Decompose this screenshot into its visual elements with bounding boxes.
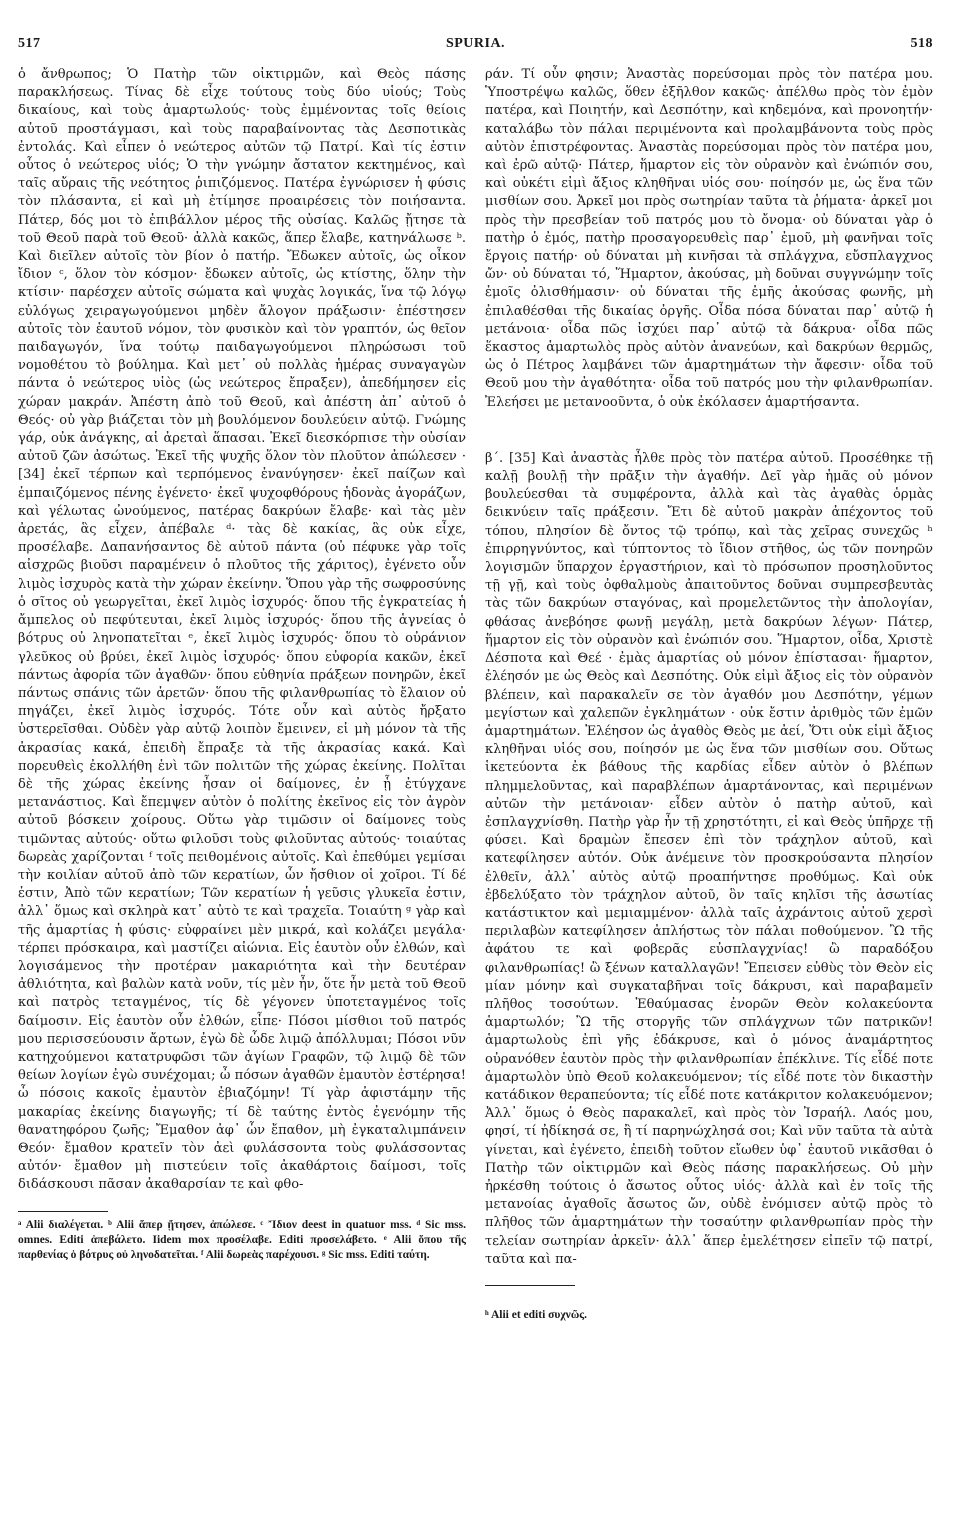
right-column [485,66,933,1323]
running-title: SPURIA. [445,36,506,51]
left-footnotes: ᵃ Alii διαλέγεται. ᵇ Alii ἅπερ ᾔτησεν, ἀπώλεσε. ᶜ Ἴδιον deest in quatuor mss. ᵈ Sic mss. omnes. Editi ἀπεβάλετο. Iidem mox προσέλαβε. Editi προσελάβετο. ᵉ Alii ὅπου τῆς παρθενίας ὁ βότρυς οὐ ληνοδατεῖται. ᶠ Alii δωρεὰς παρέχουσι. ᵍ Sic mss. Editi ταύτη. [18,1218,466,1261]
running-header [18,36,933,56]
left-column [18,66,466,1323]
footnote-divider [18,1211,108,1212]
left-column-text: ὁ ἄνθρωπος; Ὁ Πατὴρ τῶν οἰκτιρμῶν, καὶ Θεὸς πάσης παρακλήσεως. Τίνας δὲ εἶχε τούτους τοὺς δύο υἱούς; Τοὺς δικαίους, καὶ τοὺς ἁμαρτωλούς· τοὺς ἐμμένοντας τοῖς θείοις αὐτοῦ προστάγμασι, καὶ τοὺς παραβαίνοντας τὰς Δεσποτικὰς ἐντολάς. Καὶ εἶπεν ὁ νεώτερος αὐτῶν τῷ Πατρί. Καὶ τίς ἐστιν οὗτος ὁ νεώτερος υἱός; Ὁ τὴν γνώμην ἄστατον κεκτημένος, καὶ ταῖς αὔραις τῆς νεότητος ῥιπιζόμενος. Πατέρα ἐγνώρισεν ἡ φύσις τὸν πλάσαντα, εἰ καὶ μὴ ἐτίμησε προαιρέσεις τὸν ποιήσαντα. Πάτερ, δός μοι τὸ ἐπιβάλλον μέρος τῆς οὐσίας. Καλῶς ᾔτησε τὰ τοῦ Θεοῦ παρὰ τοῦ Θεοῦ· ἀλλὰ κακῶς, ἅπερ ἔλαβε, κατηνάλωσε ᵇ. Καὶ διεῖλεν αὐτοῖς τὸν βίον ὁ πατήρ. Ἔδωκεν αὐτοῖς, ὡς οἶκον ἴδιον ᶜ, ὅλον τὸν κόσμον· ἔδωκεν αὐτοῖς, ὡς κτίστης, ὅλην τὴν κτίσιν· παρέσχεν αὐτοῖς σώματα καὶ ψυχὰς λογικάς, ἵνα τῷ λόγῳ εὐλόγως χειραγωγούμενοι μηδὲν ἄλογον πράξωσιν· ἐπέστησεν αὐτοῖς τὸν ἑαυτοῦ νόμον, τὸν φυσικὸν καὶ τὸν γραπτόν, ὡς θεῖον παιδαγωγόν, ἵνα τούτῳ παιδαγωγούμενοι πληρώσωσι τοῦ νομοθέτου τὸ βούλημα. Καὶ μετ᾽ οὐ πολλὰς ἡμέρας συναγαγὼν πάντα ὁ νεώτερος υἱὸς (ὡς νεώτερος ἔπραξεν), ἀπεδήμησεν εἰς χώραν μακράν. Ἀπέστη ἀπὸ τοῦ Θεοῦ, καὶ ἀπέστη ἀπ᾽ αὐτοῦ ὁ Θεός· οὐ γὰρ βιάζεται τὸν μὴ βουλόμενον δουλεύειν αὐτῷ. Γνώμης γάρ, οὐκ ἀνάγκης, αἱ ἀρεταὶ ἅπασαι. Ἐκεῖ διεσκόρπισε τὴν οὐσίαν αὐτοῦ ζῶν ἀσώτως. Ἐκεῖ τῆς ψυχῆς ὅλον τὸν πλοῦτον ἀπώλεσεν · [34] ἐκεῖ τέρπων καὶ τερπόμενος ἐνανύγησεν· ἐκεῖ παίζων καὶ ἐμπαιζόμενος πένης ἐγένετο· ἐκεῖ ψυχοφθόρους ἡδονὰς ἀγοράζων, καὶ γέλωτας ὠνούμενος, πατέρας δακρύων ἔλαβε· καὶ τὰς μὲν ἀρετάς, ἃς εἶχεν, ἀπέβαλε ᵈ· τὰς δὲ κακίας, ἃς οὐκ εἶχε, προσέλαβε. Δαπανήσαντος δὲ αὐτοῦ πάντα (οὐ πέφυκε γὰρ τοῖς αἰσχρῶς βιοῦσι παραμένειν ὁ πλοῦτος τῆς χάριτος), ἐγένετο οὖν λιμὸς ἰσχυρὸς κατὰ τὴν χώραν ἐκείνην. Ὅπου γὰρ τῆς σωφροσύνης ὁ σῖτος οὐ γεωργεῖται, ἐκεῖ λιμὸς ἰσχυρός· ὅπου τῆς ἐγκρατείας ἡ ἄμπελος οὐ πεφύτευται, ἐκεῖ λιμὸς ἰσχυρός· ὅπου τῆς ἁγνείας ὁ βότρυς οὐ ληνοπατεῖται ᵉ, ἐκεῖ λιμὸς ἰσχυρός· ὅπου τὸ οὐράνιον γλεῦκος οὐ βρύει, ἐκεῖ λιμὸς ἰσχυρός· ὅπου εὐφορία κακῶν, ἐκεῖ πάντως ἀφορία τῶν ἀγαθῶν· ὅπου εὐθηνία πράξεων πονηρῶν, ἐκεῖ πάντως σπάνις τῶν ἀρετῶν· ὅπου τῆς φιλανθρωπίας τὸ ἔλαιον οὐ πηγάζει, ἐκεῖ λιμὸς ἰσχυρός. Τότε οὖν καὶ αὐτὸς ἤρξατο ὑστερεῖσθαι. Οὐδὲν γὰρ αὐτῷ λοιπὸν ἔμεινεν, εἰ μὴ μόνον τὰ τῆς ἀκρασίας κακά, ἐπειδὴ ἔπραξε τὰ τῆς ἀκρασίας κακά. Καὶ πορευθεὶς ἐκολλήθη ἑνὶ τῶν πολιτῶν τῆς χώρας ἐκείνης. Πολῖται δὲ τῆς χώρας ἐκείνης ἦσαν οἱ δαίμονες, ἐν ᾗ ἐτύγχανε μετανάστιος. Καὶ ἔπεμψεν αὐτὸν ὁ πολίτης ἐκεῖνος εἰς τὸν ἀγρὸν αὐτοῦ βόσκειν χοίρους. Οὕτω γὰρ τιμῶσιν οἱ δαίμονες τοὺς τιμῶντας αὐτούς· οὕτω φιλοῦσι τοὺς φιλοῦντας αὐτούς· τοιαύτας δωρεὰς χαρίζονται ᶠ τοῖς πειθομένοις αὐτοῖς. Καὶ ἐπεθύμει γεμίσαι τὴν κοιλίαν αὐτοῦ ἀπὸ τῶν κερατίων, ὧν ἤσθιον οἱ χοῖροι. Τί δέ ἐστιν, Ἀπὸ τῶν κερατίων; Τῶν κερατίων ἡ γεῦσις γλυκεῖα ἐστιν, ἀλλ᾽ ὅμως καὶ σκληρὰ κατ᾽ αὐτὸ τε καὶ τραχεῖα. Τοιαύτη ᵍ γὰρ καὶ τῆς ἁμαρτίας ἡ φύσις· εὐφραίνει μὲν μικρά, καὶ κολάζει μεγάλα· τέρπει πρόσκαιρα, καὶ μαστίζει αἰώνια. Εἰς ἑαυτὸν οὖν ἐλθών, καὶ λογισάμενος τὴν προτέραν μακαριότητα καὶ τὴν δευτέραν ἀθλιότητα, καὶ βαλὼν κατὰ νοῦν, τίς μὲν ἦν, ὅτε ἦν μετὰ τοῦ Θεοῦ καὶ πατρὸς τεταγμένος, τίς δὲ γέγονεν ὑποτεταγμένος τοῖς δαίμοσιν. Εἰς ἑαυτὸν οὖν ἐλθών, εἶπε· Πόσοι μίσθιοι τοῦ πατρός μου περισσεύουσιν ἄρτων, ἐγὼ δὲ ὧδε λιμῷ ἀπόλλυμαι; Πόσοι νῦν κατηχούμενοι κατατρυφῶσι τῶν ἁγίων Γραφῶν, τῷ λιμῷ δὲ τῶν θείων λογίων ἐγὼ συνέχομαι; ὦ πόσων ἀγαθῶν ἐμαυτὸν ἐστέρησα! ὦ πόσοις κακοῖς ἐμαυτὸν ἐβιαζόμην! Τί γὰρ ἀφιστάμην τῆς μακαρίας ἐκείνης διαγωγῆς; τί δὲ ταύτης ἐντὸς ἐγενόμην τῆς θανατηφόρου ζωῆς; Ἔμαθον ἀφ᾽ ὧν ἔπαθον, μὴ ἐγκαταλιμπάνειν Θεόν· ἔμαθον κρατεῖν τὸν ἀεὶ φυλάσσοντα τοὺς φυλάσσοντας αὐτόν· ἔμαθον μὴ πιστεύειν τοῖς ἀκαθάρτοις δαίμοσι, τοῖς διδάσκουσι πᾶσαν ἀκαθαρσίαν τε καὶ φθο- [18,67,466,1193]
two-column-body [18,66,933,1323]
left-page-number: 517 [18,36,41,51]
footnote-divider [485,1285,575,1286]
right-page-number: 518 [910,36,933,51]
right-column-text-part-1: ράν. Τί οὖν φησιν; Ἀναστὰς πορεύσομαι πρὸς τὸν πατέρα μου. Ὑποστρέψω καλῶς, ὅθεν ἐξῆλθον κακῶς· ἀπέλθω πρὸς τὸν ἐμὸν πατέρα, καὶ Ποιητήν, καὶ Δεσπότην, καὶ κηδεμόνα, καὶ προνοητήν· καταλάβω τὸν πάλαι περιμένοντα καὶ προλαμβάνοντα τοὺς πρὸς αὐτὸν ἐπιστρέφοντας. Ἀναστὰς πορεύσομαι πρὸς τὸν πατέρα μου, καὶ ἐρῶ αὐτῷ· Πάτερ, ἥμαρτον εἰς τὸν οὐρανὸν καὶ ἐνώπιόν σου, καὶ οὐκέτι εἰμὶ ἄξιος κληθῆναι υἱός σου· ποίησόν με, ὡς ἕνα τῶν μισθίων σου. Ἀρκεῖ μοι πρὸς σωτηρίαν ταῦτα τὰ ῥήματα· ἀρκεῖ μοι πρὸς τὴν πρεσβείαν τοῦ πατρός μου τὸ ὄνομα· οὐ δύναται γὰρ ὁ πατὴρ ὁ ἐμός, πατὴρ προσαγορευθεὶς παρ᾽ ἐμοῦ, μὴ φανῆναι τοῖς ἔργοις πατήρ· οὐ δύναται μὴ κινῆσαι τὰ σπλάγχνα, εὔσπλαγχνος ὤν· οὐ δύναται τό, Ἥμαρτον, ἀκούσας, μὴ δοῦναι συγγνώμην τοῖς ἐμοῖς ὀλισθήμασιν· οὐ δύναται τῆς ἐμῆς ἀκούσας φωνῆς, μὴ ἐπιλαθέσθαι τῆς δικαίας ὀργῆς. Οἶδα πόσα δύναται παρ᾽ αὐτῷ ἡ μετάνοια· οἶδα πῶς ἰσχύει παρ᾽ αὐτῷ τὰ δάκρυα· οἶδα πῶς ἕκαστος ἁμαρτωλὸς πρὸς αὐτὸν ἀνανεύων, καὶ δακρύων θερμῶς, ὡς ὁ Πέτρος λαμβάνει τῶν ἁμαρτημάτων τὴν ἄφεσιν· οἶδα τοῦ Θεοῦ μου τὴν ἀγαθότητα· οἶδα τοῦ πατρός μου τὴν φιλανθρωπίαν. Ἐλεήσει με μετανοοῦντα, ὁ οὐκ ἐκόλασεν ἁμαρτήσαντα. [485,67,933,410]
right-footnotes: ʰ Alii et editi συχνῶς. [485,1309,587,1321]
right-column-section-2: β´. [35] Καὶ ἀναστὰς ἦλθε πρὸς τὸν πατέρα αὐτοῦ. Προσέθηκε τῇ καλῇ βουλῇ τὴν πρᾶξιν τὴν ἀγαθήν. Δεῖ γὰρ ἡμᾶς οὐ μόνον βουλεύεσθαι τὰ συμφέροντα, ἀλλὰ καὶ τὰς ἀγαθὰς ὁρμὰς δεικνύειν ταῖς πράξεσιν. Ἔτι δὲ αὐτοῦ μακρὰν ἀπέχοντος τοῦ τόπου, πλησίον δὲ ὄντος τῷ τρόπῳ, καὶ τὰς χεῖρας συνεχῶς ʰ ἐπιρρηγνύντος, καὶ τύπτοντος τὸ ἴδιον στῆθος, ὡς τῶν πονηρῶν λογισμῶν ὕπαρχον ἐργαστήριον, καὶ τὸ πρόσωπον προσηλοῦντος τῇ γῇ, καὶ τοὺς ὀφθαλμοὺς ἀπαιτοῦντος δοῦναι συμπρεσβευτὰς τὰς τῶν δακρύων σταγόνας, καὶ προμελετῶντος τὴν ἀπολογίαν, φθάσας ἀνεβόησε φωνῇ μεγάλῃ, μετὰ δακρύων λέγων· Πάτερ, ἥμαρτον εἰς τὸν οὐρανὸν καὶ ἐνώπιόν σου. Ἥμαρτον, οἶδα, Χριστὲ Δέσποτα καὶ Θεέ · ἐμὰς ἁμαρτίας οὐ μόνον ἐπίστασαι· ἥμαρτον, ἐλέησόν με ὡς Θεὸς καὶ Δεσπότης. Οὐκ εἰμὶ ἄξιος εἰς τὸν οὐρανὸν βλέπειν, καὶ παρακαλεῖν σε τὸν ἀγαθόν μου Δεσπότην, γέμων μεγίστων καὶ χαλεπῶν ἐγκλημάτων · οὐκ ἔστιν ἀριθμὸς τῶν ἐμῶν ἁμαρτημάτων. Ἐλέησον ὡς ἀγαθὸς Θεὸς με ἀεί, Ὅτι οὐκ εἰμὶ ἄξιος κληθῆναι υἱός σου, ποίησόν με ὡς ἕνα τῶν μισθίων σου. Οὕτως ἱκετεύοντα ἐκ βάθους τῆς καρδίας εἶδεν αὐτὸν ὁ βλέπων πλημμελοῦντας, καὶ παραβλέπων ἁμαρτάνοντας, καὶ περιμένων αὐτῶν τὴν μετάνοιαν· εἶδεν αὐτὸν ὁ πατὴρ αὐτοῦ, καὶ ἐσπλαγχνίσθη. Πατὴρ γὰρ ἦν τῇ χρηστότητι, εἰ καὶ Θεὸς ὑπῆρχε τῇ φύσει. Καὶ δραμὼν ἔπεσεν ἐπὶ τὸν τράχηλον αὐτοῦ, καὶ κατεφίλησεν αὐτόν. Οὐκ ἀνέμεινε τὸν προσκρούσαντα πλησίον ἐλθεῖν, ἀλλ᾽ αὐτὸς αὐτῷ προαπήντησε προθύμως. Καὶ οὐκ ἐβδελύξατο τὸν τράχηλον αὐτοῦ, ὃν ταῖς κηλῖσι τῆς ἀσωτίας κατάστικτον καὶ μεμιαμμένον· ἀλλὰ ταῖς ἀχράντοις αὐτοῦ χερσὶ περιλαβὼν κατεφίλησεν ἀπλήστως τὸν πάλαι ποθούμενον. Ὢ τῆς ἀφάτου τε καὶ φοβερᾶς εὐσπλαγχνίας! ὢ παραδόξου φιλανθρωπίας! ὢ ξένων καταλλαγῶν! Ἔπεισεν εὐθὺς τὸν Θεὸν εἰς μίαν μόνην καὶ συγκαταβῆναι τοῖς δάκρυσι, καὶ παραβαμεῖν πλῆθος τοσούτων. Ἐθαύμασας ἐνορῶν Θεὸν κολακεύοντα ἁμαρτωλόν; Ὢ τῆς στοργῆς τῶν σπλάγχνων τῶν πατρικῶν! ἁμαρτωλοὺς ἐπὶ γῆς ἐδάκρυσε, καὶ ὁ μόνος ἀναμάρτητος οὐρανόθεν ἑαυτὸν πρὸς τὴν φιλανθρωπίαν ἐπέκλινε. Τίς εἶδέ ποτε ἁμαρτωλὸν ὑπὸ Θεοῦ κολακευόμενον; τίς εἶδέ ποτε τὸν δικαστὴν κατάδικον θεραπεύοντα; τίς εἶδέ ποτε κατάκριτον κολακευόμενον; Ἀλλ᾽ ὅμως ὁ Θεὸς παρακαλεῖ, καὶ πρὸς τὸν Ἰσραήλ. Λαός μου, φησί, τί ἠδίκησά σε, ἢ τί παρηνώχλησά σοι; Καὶ νῦν ταῦτα τὰ αὐτὰ γίνεται, καὶ ἐγένετο, ἐπειδὴ τοῦτον εἴωθεν ὑφ᾽ ἑαυτοῦ νικᾶσθαι ὁ Πατὴρ τῶν οἰκτιρμῶν καὶ Θεὸς πάσης παρακλήσεως. Οὐ μὴν ἠρκέσθη τούτοις ὁ ἄσωτος οὗτος υἱός· ἀλλὰ καὶ ἐν τοῖς τῆς μετανοίας ἀγαθοῖς ἄσωτος ὤν, οὐδὲ ἐνόμισεν αὐτῷ πρὸς τὸ πλῆθος τῶν ἁμαρτημάτων τὴν τοσαύτην φιλανθρωπίαν πρὸς τὴν τελείαν σωτηρίαν ἀρκεῖν· ἀλλ᾽ ἅπερ ἐμελέτησεν εἰπεῖν τῷ πατρί, ταῦτα καὶ πα- [485,450,933,1267]
